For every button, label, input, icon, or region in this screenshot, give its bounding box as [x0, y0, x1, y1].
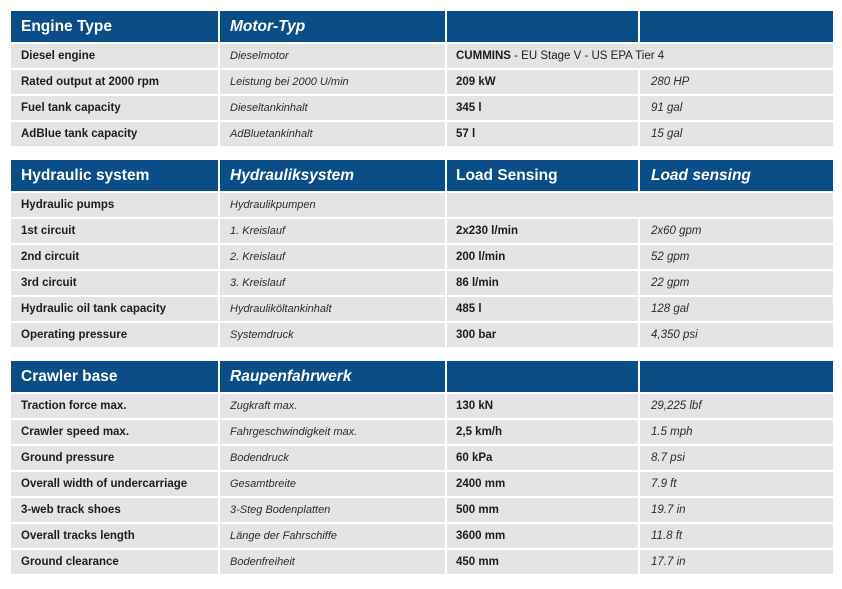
spec-label-en: 2nd circuit: [11, 245, 218, 269]
spec-value-imperial: 8.7 psi: [640, 446, 833, 470]
spec-value-imperial: 280 HP: [640, 70, 833, 94]
spec-row: [11, 524, 833, 548]
spec-label-en: 3rd circuit: [11, 271, 218, 295]
spec-label-en: Ground clearance: [11, 550, 218, 574]
spec-row: [11, 193, 833, 217]
spec-label-en: 3-web track shoes: [11, 498, 218, 522]
spec-label-de: 3-Steg Bodenplatten: [220, 498, 445, 522]
spec-value-metric: 2400 mm: [447, 472, 638, 496]
spec-value-imperial: 52 gpm: [640, 245, 833, 269]
spec-value-merged: [447, 193, 833, 217]
spec-label-de: Länge der Fahrschiffe: [220, 524, 445, 548]
hydraulic-section: [11, 160, 833, 347]
header-text: Load sensing: [651, 166, 751, 184]
spec-row: [11, 70, 833, 94]
spec-label-en: Overall tracks length: [11, 524, 218, 548]
spec-value-metric: 57 l: [447, 122, 638, 146]
spec-label-en: Rated output at 2000 rpm: [11, 70, 218, 94]
spec-label-de: Systemdruck: [220, 323, 445, 347]
spec-label-de: Hydrauliköltankinhalt: [220, 297, 445, 321]
header-text: Raupenfahrwerk: [230, 367, 352, 385]
spec-value-metric: 2x230 l/min: [447, 219, 638, 243]
spec-row: [11, 271, 833, 295]
spec-label-de: 2. Kreislauf: [220, 245, 445, 269]
spec-label-en: Crawler speed max.: [11, 420, 218, 444]
section-header: [11, 160, 833, 191]
spec-value-imperial: 7.9 ft: [640, 472, 833, 496]
header-text: Load Sensing: [456, 166, 558, 184]
spec-label-en: AdBlue tank capacity: [11, 122, 218, 146]
spec-value-imperial: 29,225 lbf: [640, 394, 833, 418]
spec-value-metric: 300 bar: [447, 323, 638, 347]
spec-value-merged: [447, 44, 833, 68]
spec-label-de: 3. Kreislauf: [220, 271, 445, 295]
header-cell: [640, 160, 833, 191]
spec-label-de: Hydraulikpumpen: [220, 193, 445, 217]
header-cell: [447, 11, 638, 42]
header-cell: [11, 160, 218, 191]
spec-table: [11, 11, 833, 574]
spec-value-imperial: 2x60 gpm: [640, 219, 833, 243]
spec-value-metric: 485 l: [447, 297, 638, 321]
spec-label-de: Fahrgeschwindigkeit max.: [220, 420, 445, 444]
spec-value-metric: 500 mm: [447, 498, 638, 522]
header-cell: [220, 11, 445, 42]
spec-row: [11, 323, 833, 347]
spec-row: [11, 297, 833, 321]
spec-value-metric: 86 l/min: [447, 271, 638, 295]
spec-label-de: Leistung bei 2000 U/min: [220, 70, 445, 94]
spec-label-de: Dieseltankinhalt: [220, 96, 445, 120]
spec-value-metric: 345 l: [447, 96, 638, 120]
spec-label-en: Hydraulic pumps: [11, 193, 218, 217]
header-text: Engine Type: [21, 17, 113, 35]
spec-value-metric: 130 kN: [447, 394, 638, 418]
header-cell: [640, 11, 833, 42]
spec-label-en: Fuel tank capacity: [11, 96, 218, 120]
spec-row: [11, 245, 833, 269]
crawler-section: [11, 361, 833, 574]
spec-label-en: Diesel engine: [11, 44, 218, 68]
spec-row: [11, 550, 833, 574]
spec-value-imperial: 91 gal: [640, 96, 833, 120]
header-cell: [447, 160, 638, 191]
engine-section: [11, 11, 833, 146]
spec-value-imperial: 4,350 psi: [640, 323, 833, 347]
spec-value-imperial: 19.7 in: [640, 498, 833, 522]
spec-label-de: 1. Kreislauf: [220, 219, 445, 243]
spec-value-metric: 200 l/min: [447, 245, 638, 269]
spec-value-imperial: 15 gal: [640, 122, 833, 146]
header-cell: [11, 361, 218, 392]
spec-row: [11, 122, 833, 146]
header-cell: [220, 160, 445, 191]
spec-row: [11, 44, 833, 68]
spec-row: [11, 394, 833, 418]
spec-label-en: Operating pressure: [11, 323, 218, 347]
spec-value-metric: 60 kPa: [447, 446, 638, 470]
spec-value-imperial: 128 gal: [640, 297, 833, 321]
header-cell: [11, 11, 218, 42]
spec-row: [11, 420, 833, 444]
spec-value-imperial: 11.8 ft: [640, 524, 833, 548]
spec-label-en: Hydraulic oil tank capacity: [11, 297, 218, 321]
spec-value-metric: 450 mm: [447, 550, 638, 574]
spec-row: [11, 96, 833, 120]
spec-value-imperial: 1.5 mph: [640, 420, 833, 444]
spec-label-de: Dieselmotor: [220, 44, 445, 68]
spec-value-metric: 3600 mm: [447, 524, 638, 548]
header-cell: [447, 361, 638, 392]
spec-row: [11, 219, 833, 243]
spec-label-de: Bodendruck: [220, 446, 445, 470]
spec-value-metric: 2,5 km/h: [447, 420, 638, 444]
spec-label-de: Gesamtbreite: [220, 472, 445, 496]
spec-label-en: Traction force max.: [11, 394, 218, 418]
header-cell: [220, 361, 445, 392]
header-text: Hydrauliksystem: [230, 166, 355, 184]
spec-label-de: AdBluetankinhalt: [220, 122, 445, 146]
spec-label-en: 1st circuit: [11, 219, 218, 243]
spec-value-metric: 209 kW: [447, 70, 638, 94]
header-text: Motor-Typ: [230, 17, 306, 35]
header-cell: [640, 361, 833, 392]
engine-brand: CUMMINS: [456, 50, 511, 62]
spec-value-imperial: 17.7 in: [640, 550, 833, 574]
spec-row: [11, 472, 833, 496]
spec-row: [11, 446, 833, 470]
header-text: Crawler base: [21, 367, 118, 385]
spec-label-en: Ground pressure: [11, 446, 218, 470]
spec-label-de: Bodenfreiheit: [220, 550, 445, 574]
header-text: Hydraulic system: [21, 166, 150, 184]
spec-row: [11, 498, 833, 522]
section-header: [11, 11, 833, 42]
spec-label-en: Overall width of undercarriage: [11, 472, 218, 496]
spec-value-imperial: 22 gpm: [640, 271, 833, 295]
section-header: [11, 361, 833, 392]
engine-standard: - EU Stage V - US EPA Tier 4: [510, 50, 665, 62]
spec-label-de: Zugkraft max.: [220, 394, 445, 418]
